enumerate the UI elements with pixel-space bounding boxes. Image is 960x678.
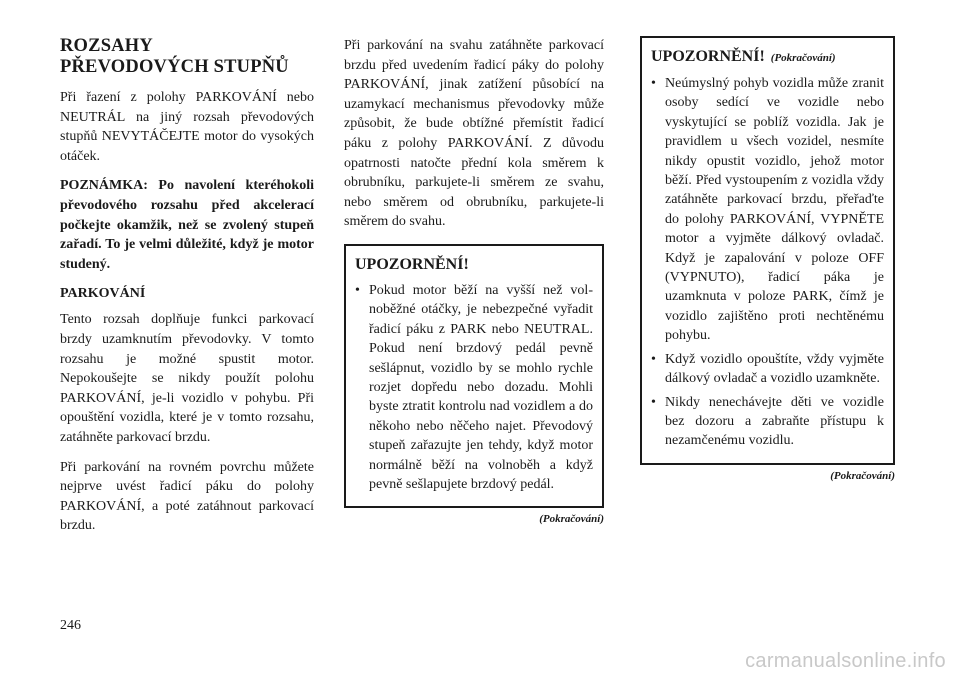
warning-box (344, 244, 604, 508)
continued-label: (Pokračování) (830, 469, 895, 482)
heading-line-2: PŘEVODOVÝCH STUPŇŮ (60, 57, 289, 77)
warning-title-continued (651, 47, 884, 68)
warning-list (355, 281, 593, 494)
warning-item-text: Nikdy nenechávejte děti ve vozidle bez dozoru a zabraňte přístupu k nezamčenému vozidlu. (665, 394, 884, 449)
left-column (60, 36, 314, 546)
parking-paragraph-2: Při parkování na rovném povrchu můžete nejprve uvést řadicí páku do polohy PARKOVÁNÍ, a poté zatáhnout parkovací brzdu. (60, 459, 314, 534)
warning-title: UPOZORNĚNÍ! (355, 255, 469, 273)
continued-label: (Pokračování) (539, 513, 604, 526)
bullet-icon: • (651, 394, 656, 410)
parking-paragraph-1: Tento rozsah doplňuje funkci parkovací brzdy uzamknutím převodovky. V tomto rozsahu je možné spustit motor. Nepokoušejte se nikdy použít polohu PARKOVÁNÍ, je-li vozidlo v pohybu. Při opouštění vozidla, které je v tomto rozsahu, zatáhněte parkovací brzdu. (60, 312, 314, 445)
warning-item-text: Neúmyslný pohyb vozidla může zranit osoby sedící ve vozidle nebo vyskytující se poblíž vozidla. Jak je pravidlem u všech vozidel, nesmíte nikdy opustit vozidlo, jehož motor běží. Před vystoupením z vozidla vždy zatáhněte parkovací brzdu, přeřaďte do polohy PARKOVÁNÍ, VYPNĚTE motor a vyjměte dálkový ovladač. Když je zapalování v poloze OFF (VYPNUTO), řadicí páka je uzamknuta v poloze PARK, čímž je vozidlo zajištěno proti nechtěnému pohybu. (665, 76, 884, 344)
bullet-icon: • (355, 282, 360, 298)
heading-line-1: ROZSAHY (60, 36, 153, 56)
warning-item-text: Když vozidlo opouštíte, vždy vyjměte dálkový ovladač a vozidlo uzamkněte. (665, 351, 884, 387)
warning-box-continued (640, 36, 895, 465)
warning-title-cont: (Pokračování) (770, 52, 836, 64)
intro-paragraph: Při řazení z polohy PARKOVÁNÍ nebo NEUTRÁL na jiný rozsah převodových stupňů NEVYTÁČEJTE motor do vysokých otáček. (60, 90, 314, 164)
page-heading (60, 36, 314, 78)
section-heading-parking: PARKOVÁNÍ (60, 286, 146, 302)
note-paragraph: POZNÁMKA: Po navolení kteréhokoli převodového rozsahu před akcelerací počkejte okamžik, než se zvolený stupeň zařadí. To je velmi důležité, když je motor studený. (60, 178, 314, 272)
right-column (640, 36, 895, 482)
warning-list-item (651, 350, 884, 389)
warning-title-text: UPOZORNĚNÍ! (651, 48, 765, 65)
warning-list-item (651, 393, 884, 451)
page-number: 246 (60, 618, 81, 633)
middle-column (344, 36, 604, 525)
warning-item-text: Pokud motor běží na vyšší než volnoběžné otáčky, je nebezpečné vyřadit řadicí páku z PARK nebo NEUTRAL. Pokud není brzdový pedál pevně sešlápnut, vozidlo by se mohlo rychle rozjet dopředu nebo dozadu. Mohli byste ztratit kontrolu nad vozidlem a do někoho nebo něčeho najet. Převodový stupeň zařazujte jen tehdy, když motor normálně běží na volnoběh a když pevně sešlapujete brzdový pedál. (369, 282, 593, 492)
warning-list-item (355, 281, 593, 494)
watermark-text: carmanualsonline.info (745, 650, 946, 672)
slope-parking-paragraph: Při parkování na svahu zatáhněte parkovací brzdu před uvedením řadicí páky do polohy PARKOVÁNÍ, jinak zatížení působící na uzamykací mechanismus převodovky může způsobit, že bude obtížné přemístit řadicí páku z polohy PARKOVÁNÍ. Z důvodu opatrnosti natočte přední kola směrem k obrubníku, parkujete-li směrem ze svahu, nebo směrem od obrubníku, parkujete-li směrem do svahu. (344, 38, 604, 230)
bullet-icon: • (651, 76, 656, 91)
warning-list-item (651, 74, 884, 346)
bullet-icon: • (651, 351, 656, 367)
warning-list (651, 74, 884, 451)
